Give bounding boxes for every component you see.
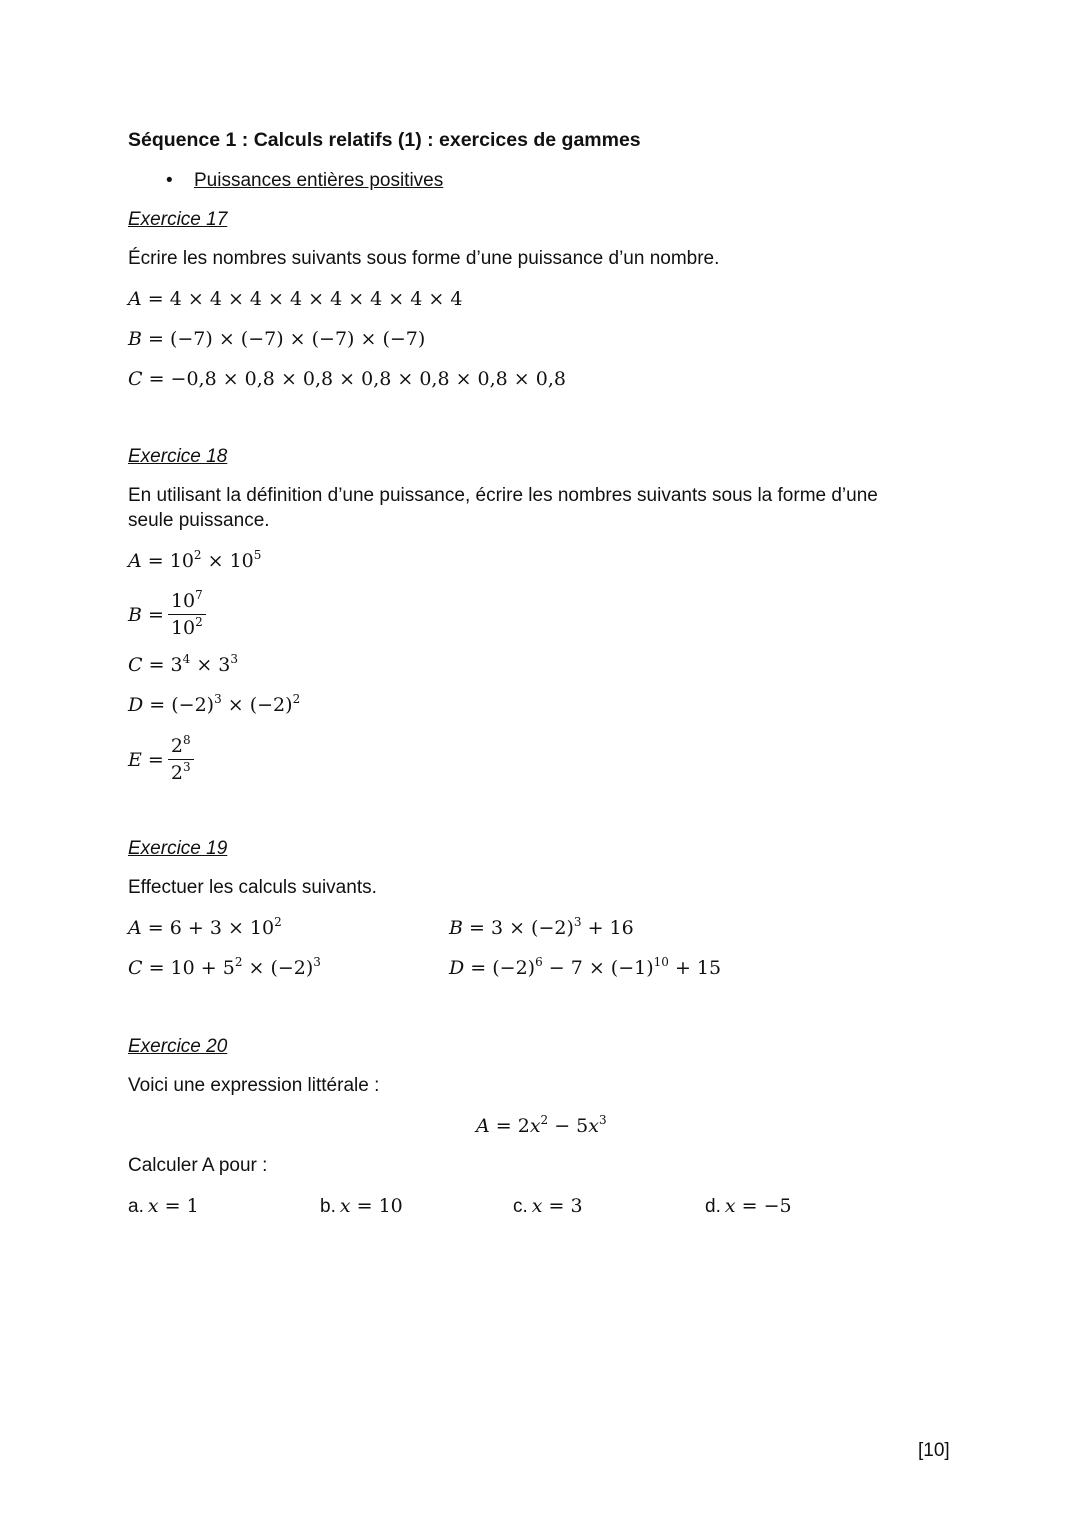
sequence-title: Séquence 1 : Calculs relatifs (1) : exercices de gammes: [128, 129, 641, 151]
exercise-18-instruction-line2: seule puissance.: [128, 510, 270, 531]
exercise-17-title: Exercice 17: [128, 209, 228, 230]
bullet-dot: •: [166, 170, 173, 191]
exercise-17-instruction: Écrire les nombres suivants sous forme d’une puissance d’un nombre.: [128, 248, 720, 269]
ex20-case-a: a. x = 1: [128, 1195, 199, 1217]
ex18-fraction-b: $\frac{10^7}{10^2}$: [168, 590, 206, 639]
ex20-case-b: b. x = 10: [320, 1195, 403, 1217]
page-number: [10]: [918, 1440, 950, 1461]
ex18-fraction-e: $\frac{2^8}{2^3}$: [168, 735, 194, 784]
ex19-equation-a: $A = 6 + 3 \times 10^2$: [128, 915, 282, 939]
ex17-equation-a: A = 4 × 4 × 4 × 4 × 4 × 4 × 4 × 4: [128, 288, 463, 310]
exercise-20-title: Exercice 20: [128, 1036, 228, 1057]
ex18-equation-e: E = $\frac{2^8}{2^3}$: [128, 735, 194, 784]
ex18-equation-a: $A = 10^2 \times 10^5$: [128, 548, 262, 572]
exercise-20-calc-label: Calculer A pour :: [128, 1155, 268, 1176]
ex20-case-c: c. x = 3: [513, 1195, 583, 1217]
ex19-equation-b: $B = 3 \times (-2)^3 + 16$: [449, 915, 634, 939]
ex17-equation-c: C = −0,8 × 0,8 × 0,8 × 0,8 × 0,8 × 0,8 × 0,8: [128, 368, 566, 390]
ex20-case-d: d. x = −5: [705, 1195, 792, 1217]
exercise-20-instruction: Voici une expression littérale :: [128, 1075, 380, 1096]
ex17-equation-b: B = (−7) × (−7) × (−7) × (−7): [128, 328, 426, 350]
ex18-equation-c: $C = 3^4 \times 3^3$: [128, 652, 239, 676]
ex19-equation-c: $C = 10 + 5^2 \times (-2)^3$: [128, 955, 321, 979]
ex19-equation-d: $D = (-2)^6 - 7 \times (-1)^{10} + 15$: [449, 955, 722, 979]
exercise-19-instruction: Effectuer les calculs suivants.: [128, 877, 377, 898]
exercise-18-title: Exercice 18: [128, 446, 228, 467]
exercise-19-title: Exercice 19: [128, 838, 228, 859]
ex20-expression: $A = 2x^2 - 5x^3$: [476, 1113, 607, 1137]
section-heading: Puissances entières positives: [194, 170, 444, 191]
ex18-equation-d: $D = (-2)^3 \times (-2)^2$: [128, 692, 301, 716]
ex18-equation-b: B = $\frac{10^7}{10^2}$: [128, 590, 206, 639]
exercise-18-instruction-line1: En utilisant la définition d’une puissance, écrire les nombres suivants sous la forme d’une: [128, 485, 878, 506]
